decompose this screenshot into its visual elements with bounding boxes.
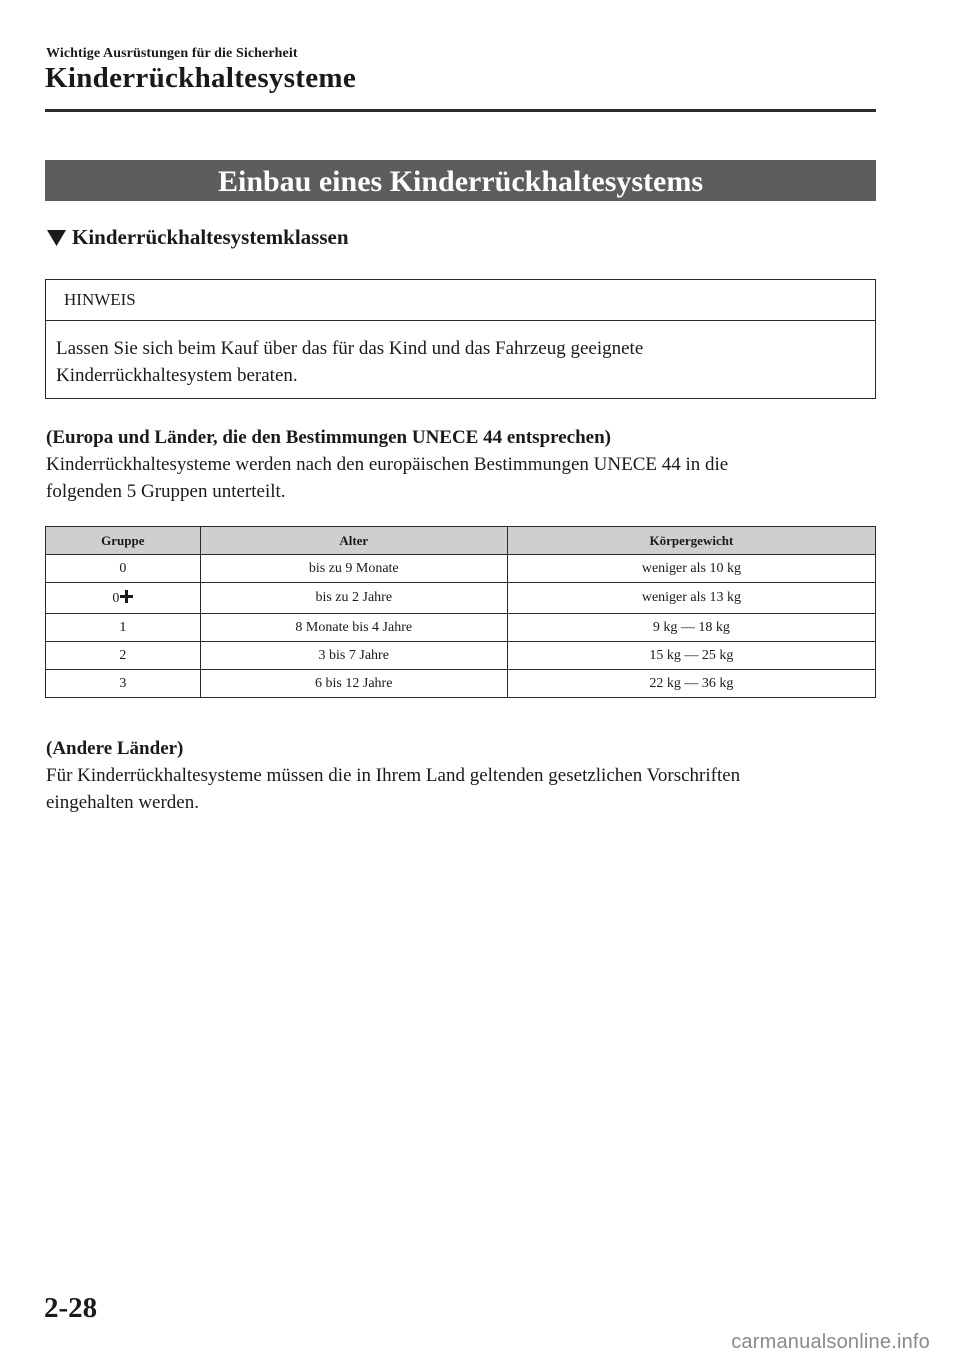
cell-age: bis zu 9 Monate bbox=[200, 555, 507, 583]
europe-heading: (Europa und Länder, die den Bestimmungen UNECE 44 entsprechen) bbox=[46, 427, 611, 448]
cell-weight: weniger als 13 kg bbox=[507, 583, 875, 614]
cell-group: 0 bbox=[46, 555, 201, 583]
group-table bbox=[45, 526, 876, 698]
subheading-text: Kinderrückhaltesystemklassen bbox=[72, 225, 349, 249]
cell-age: 6 bis 12 Jahre bbox=[200, 670, 507, 698]
europe-line: folgenden 5 Gruppen unterteilt. bbox=[46, 481, 286, 502]
cell-weight: weniger als 10 kg bbox=[507, 555, 875, 583]
table-row bbox=[46, 642, 876, 670]
chapter-title: Wichtige Ausrüstungen für die Sicherheit bbox=[46, 46, 298, 61]
subheading bbox=[47, 225, 349, 250]
section-title: Kinderrückhaltesysteme bbox=[45, 62, 357, 94]
header-divider bbox=[45, 109, 876, 112]
other-heading: (Andere Länder) bbox=[46, 738, 184, 759]
cell-weight: 15 kg — 25 kg bbox=[507, 642, 875, 670]
table-row bbox=[46, 614, 876, 642]
table-row bbox=[46, 670, 876, 698]
note-box bbox=[45, 279, 876, 399]
watermark-link[interactable]: carmanualsonline.info bbox=[731, 1331, 930, 1353]
cell-age: 8 Monate bis 4 Jahre bbox=[200, 614, 507, 642]
header-age: Alter bbox=[200, 527, 507, 555]
cell-group: 1 bbox=[46, 614, 201, 642]
table-header-row bbox=[46, 527, 876, 555]
note-line: Kinderrückhaltesystem beraten. bbox=[56, 365, 298, 386]
triangle-down-icon bbox=[47, 230, 66, 246]
table-row bbox=[46, 555, 876, 583]
header-weight: Körpergewicht bbox=[507, 527, 875, 555]
europe-line: Kinderrückhaltesysteme werden nach den europäischen Bestimmungen UNECE 44 in die bbox=[46, 454, 729, 475]
europe-paragraph bbox=[46, 424, 728, 505]
other-line: eingehalten werden. bbox=[46, 792, 199, 813]
header-group: Gruppe bbox=[46, 527, 201, 555]
note-line: Lassen Sie sich beim Kauf über das für das Kind und das Fahrzeug geeignete bbox=[56, 338, 644, 359]
cell-age: bis zu 2 Jahre bbox=[200, 583, 507, 614]
topic-banner: Einbau eines Kinderrückhaltesystems bbox=[45, 160, 876, 201]
cell-age: 3 bis 7 Jahre bbox=[200, 642, 507, 670]
cell-weight: 9 kg — 18 kg bbox=[507, 614, 875, 642]
page-number: 2-28 bbox=[44, 1292, 98, 1324]
cell-weight: 22 kg — 36 kg bbox=[507, 670, 875, 698]
cell-group-value: 0 bbox=[112, 590, 120, 606]
note-label: HINWEIS bbox=[46, 280, 875, 321]
table-row bbox=[46, 583, 876, 614]
note-body bbox=[46, 321, 875, 389]
cell-group: 3 bbox=[46, 670, 201, 698]
cell-group bbox=[46, 583, 201, 614]
other-line: Für Kinderrückhaltesysteme müssen die in Ihrem Land geltenden gesetzlichen Vorschriften bbox=[46, 765, 741, 786]
cell-group: 2 bbox=[46, 642, 201, 670]
plus-icon bbox=[120, 590, 133, 603]
other-paragraph bbox=[46, 735, 740, 816]
